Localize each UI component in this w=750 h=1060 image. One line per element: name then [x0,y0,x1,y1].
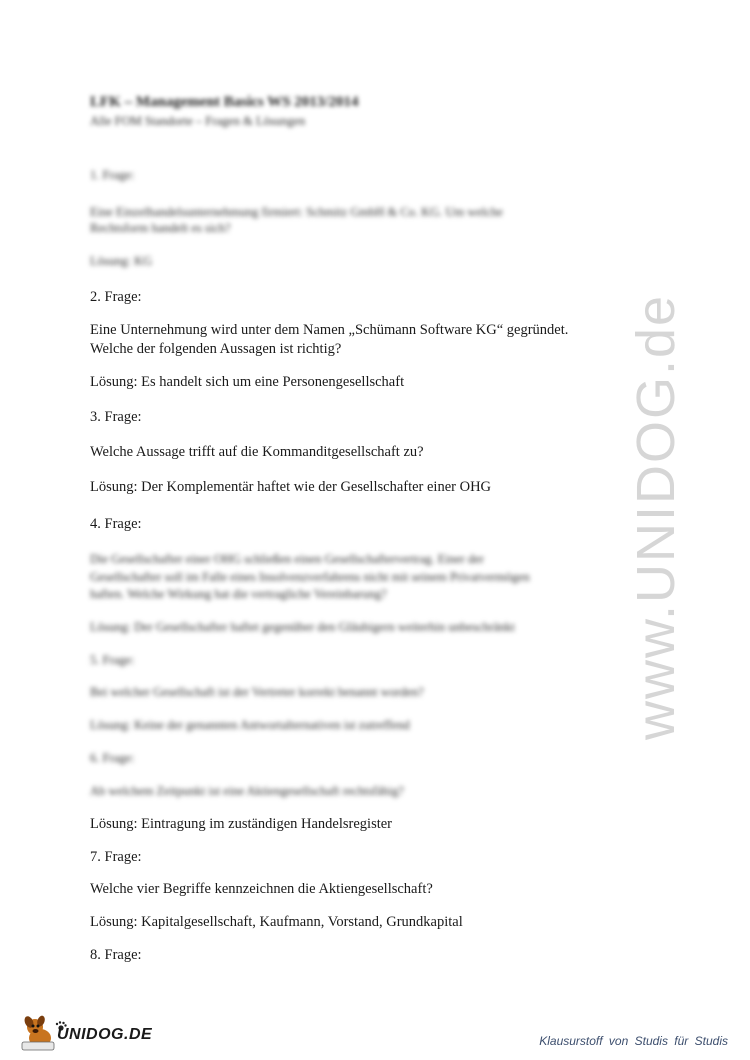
document-title: LFK – Management Basics WS 2013/2014 [90,94,359,110]
watermark-text: www.UNIDOG.de [626,293,686,740]
question-5-answer: Lösung: Keine der genannten Antwortalternativen ist zutreffend [90,718,410,732]
question-2-answer: Lösung: Es handelt sich um eine Personengesellschaft [90,374,405,390]
question-2-text-line-1: Eine Unternehmung wird unter dem Namen „Schümann Software KG“ gegründet. [90,322,569,338]
question-3-label: 3. Frage: [90,409,142,425]
document-subtitle: Alle FOM Standorte – Fragen & Lösungen [90,114,306,128]
question-6-text-line-1: Ab welchem Zeitpunkt ist eine Aktiengesellschaft rechtsfähig? [90,784,404,798]
question-4-text-line-1: Die Gesellschafter einer OHG schließen einen Gesellschaftervertrag. Einer der [90,552,484,566]
question-7-text-line-1: Welche vier Begriffe kennzeichnen die Aktiengesellschaft? [90,881,433,897]
question-2-label: 2. Frage: [90,289,142,305]
question-4-label: 4. Frage: [90,516,142,532]
question-1-text-line-2: Rechtsform handelt es sich? [90,221,231,235]
question-2-text-line-2: Welche der folgenden Aussagen ist richtig? [90,341,342,357]
footer-tagline: Klausurstoff von Studis für Studis [539,1034,728,1048]
question-3-text-line-1: Welche Aussage trifft auf die Kommanditgesellschaft zu? [90,444,424,460]
question-5-label: 5. Frage: [90,653,135,667]
question-6-answer: Lösung: Eintragung im zuständigen Handelsregister [90,816,393,832]
question-7-label: 7. Frage: [90,849,142,865]
question-4-text-line-2: Gesellschafter soll im Falle eines Insolvenzverfahrens nicht mit seinem Privatvermögen [90,570,530,584]
question-1-label: 1. Frage: [90,168,135,182]
question-3-answer: Lösung: Der Komplementär haftet wie der Gesellschafter einer OHG [90,479,492,495]
question-6-label: 6. Frage: [90,751,135,765]
question-7-answer: Lösung: Kapitalgesellschaft, Kaufmann, Vorstand, Grundkapital [90,914,463,930]
question-8-label: 8. Frage: [90,947,142,963]
question-1-text-line-1: Eine Einzelhandelsunternehmung firmiert: Schmitz GmbH & Co. KG. Um welche [90,205,503,219]
question-4-text-line-3: haften. Welche Wirkung hat die vertragliche Vereinbarung? [90,587,387,601]
question-4-answer: Lösung: Der Gesellschafter haftet gegenüber den Gläubigern weiterhin unbeschränkt [90,620,515,634]
question-5-text-line-1: Bei welcher Gesellschaft ist der Vertreter korrekt benannt worden? [90,685,424,699]
question-1-answer: Lösung: KG [90,254,153,268]
logo-wordmark: UNIDOG.DE [57,1026,153,1043]
